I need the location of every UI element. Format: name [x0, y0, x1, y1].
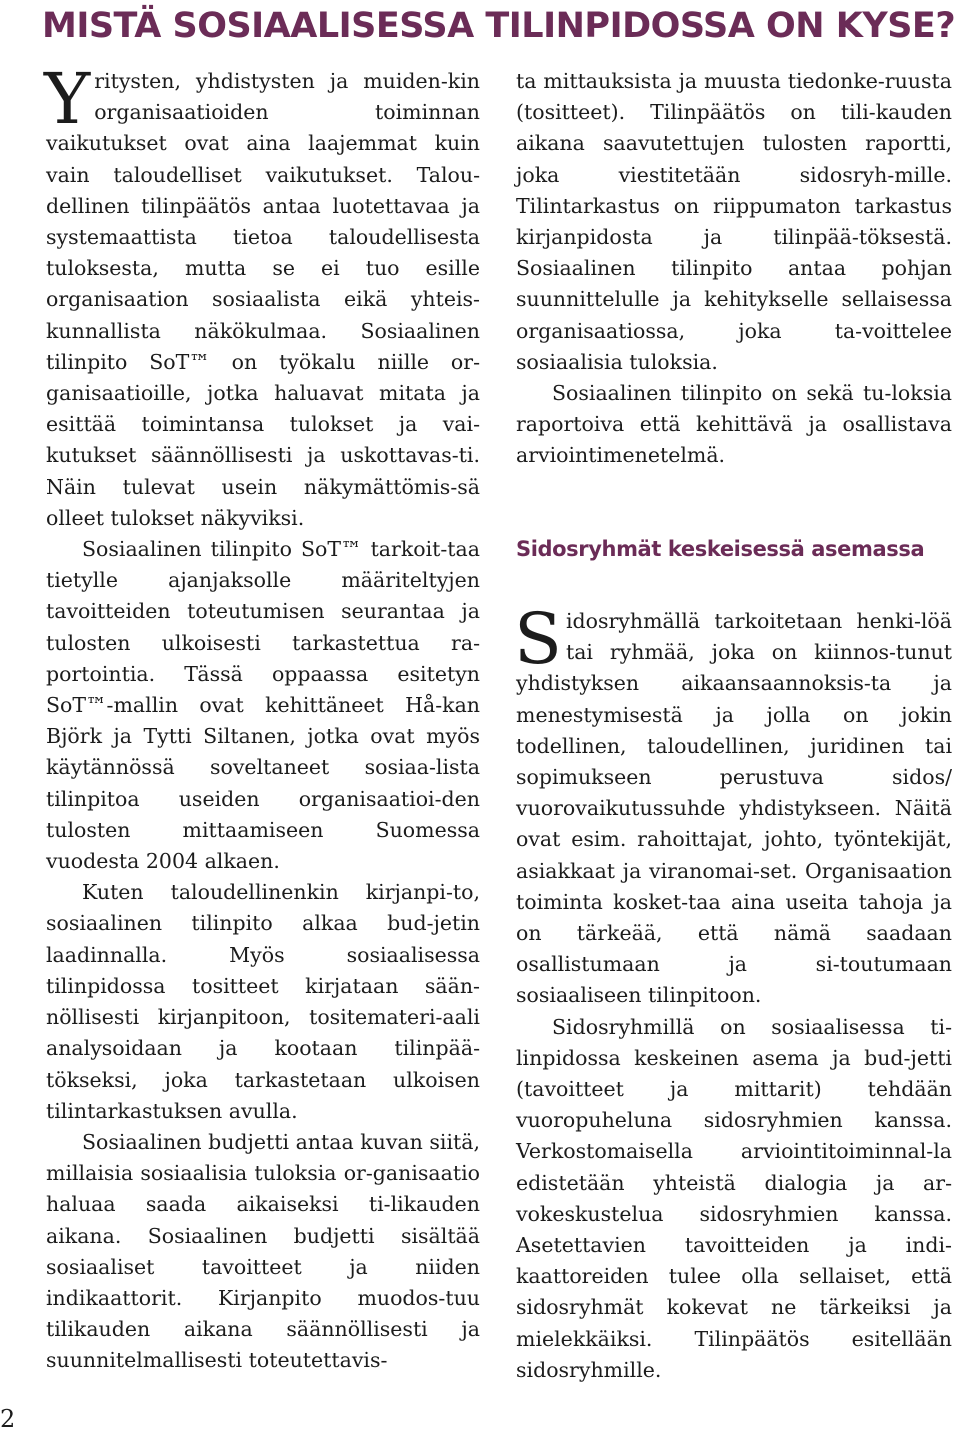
paragraph-stakeholder-role: Sidosryhmillä on sosiaalisessa ti-linpidossa keskeinen asema ja bud-jetti (tavoitteet ja mittarit) tehdään vuoropuheluna sidosryhmien kanssa. Verkostomaisella arviointitoiminnal-la edistetään yhteistä dialogia ja ar-vokeskustelua sidosryhmien kanssa. Asetettavien tavoitteiden ja indi-kaattoreiden tulee olla sellaiset, että sidosryhmät kokevat ne tärkeiksi ja mielekkäiksi. Tilinpäätös esitellään sidosryhmille. — [516, 1014, 952, 1382]
page-number: 2 — [0, 1405, 16, 1433]
drop-cap-s: S — [514, 598, 562, 680]
drop-cap-y: Y — [44, 58, 91, 140]
paragraph-evaluation-method: Sosiaalinen tilinpito on sekä tu-loksia raportoiva että kehittävä ja osallistava arviointimenetelmä. — [516, 381, 952, 468]
section-heading: Sidosryhmät keskeisessä asemassa — [516, 537, 925, 561]
stakeholder-paragraph — [514, 598, 952, 1012]
intro-paragraph — [44, 58, 480, 534]
left-column — [44, 58, 480, 1377]
paragraph-budgeting: Kuten taloudellinenkin kirjanpi-to, sosiaalinen tilinpito alkaa bud-jetin laadinnalla. Myös sosiaalisessa tilinpidossa tositteet kirjataan sään-nöllisesti kirjanpitoon, tositemateri-aali analysoidaan ja kootaan tilinpää-tökseksi, joka tarkastetaan ulkoisen tilintarkastuksen avulla. — [46, 880, 480, 1123]
page-title: MISTÄ SOSIAALISESSA TILINPIDOSSA ON KYSE? — [42, 6, 956, 46]
paragraph-sot-definition: Sosiaalinen tilinpito SoT™ tarkoit-taa tietylle ajanjaksolle määriteltyjen tavoitteiden toteutumisen seurantaa ja tulosten ulkoisesti tarkastettua ra-portointia. Tässä oppaassa esitetyn SoT™-mallin ovat kehittäneet Hå-kan Björk ja Tytti Siltanen, jotka ovat myös käytännössä soveltaneet sosiaa-lista tilinpitoa useiden organisaatioi-den tulosten mittaamiseen Suomessa vuodesta 2004 alkaen. — [46, 537, 480, 874]
stakeholder-paragraph-text: idosryhmällä tarkoitetaan henki-löä tai ryhmää, joka on kiinnos-tunut yhdistyksen aikaansaannoksis-ta ja menestymisestä ja jolla on jokin todellinen, taloudellinen, juridinen tai sopimukseen perustuva sidos/ vuorovaikutussuhde yhdistykseen. Näitä ovat esim. rahoittajat, johto, työntekijät, asiakkaat ja viranomai-set. Organisaation toiminta kosket-taa aina useita tahoja ja on tärkeää, että nämä saadaan osallistumaan ja si-toutumaan sosiaaliseen tilinpitoon. — [516, 609, 952, 1008]
right-column-lower — [516, 534, 952, 1386]
right-column-upper — [516, 66, 952, 472]
paragraph-continuation: ta mittauksista ja muusta tiedonke-ruusta (tositteet). Tilinpäätös on tili-kauden aikana saavutettujen tulosten raportti, joka viestitetään sidosryh-mille. Tilintarkastus on riippumaton tarkastus kirjanpidosta ja tilinpää-töksestä. Sosiaalinen tilinpito antaa pohjan suunnittelulle ja kehitykselle sellaisessa organisaatiossa, joka ta-voittelee sosiaalisia tuloksia. — [516, 69, 952, 374]
intro-paragraph-text: ritysten, yhdistysten ja muiden-kin organisaatioiden toiminnan vaikutukset ovat aina laajemmat kuin vain taloudelliset vaikutukset. Talou-dellinen tilinpäätös antaa luotettavaa ja systemaattista tietoa taloudellisesta tuloksesta, mutta se ei tuo esille organisaation sosiaalista eikä yhteis-kunnallista näkökulmaa. Sosiaalinen tilinpito SoT™ on työkalu niille or-ganisaatioille, jotka haluavat mitata ja esittää toimintansa tulokset ja vai-kutukset säännöllisesti ja uskottavas-ti. Näin tulevat usein näkymättömis-sä olleet tulokset näkyviksi. — [46, 69, 480, 530]
paragraph-social-budget: Sosiaalinen budjetti antaa kuvan siitä, millaisia sosiaalisia tuloksia or-ganisaatio haluaa saada aikaiseksi ti-likauden aikana. Sosiaalinen budjetti sisältää sosiaaliset tavoitteet ja niiden indikaattorit. Kirjanpito muodos-tuu tilikauden aikana säännöllisesti ja suunnitelmallisesti toteutettavis- — [46, 1129, 480, 1373]
